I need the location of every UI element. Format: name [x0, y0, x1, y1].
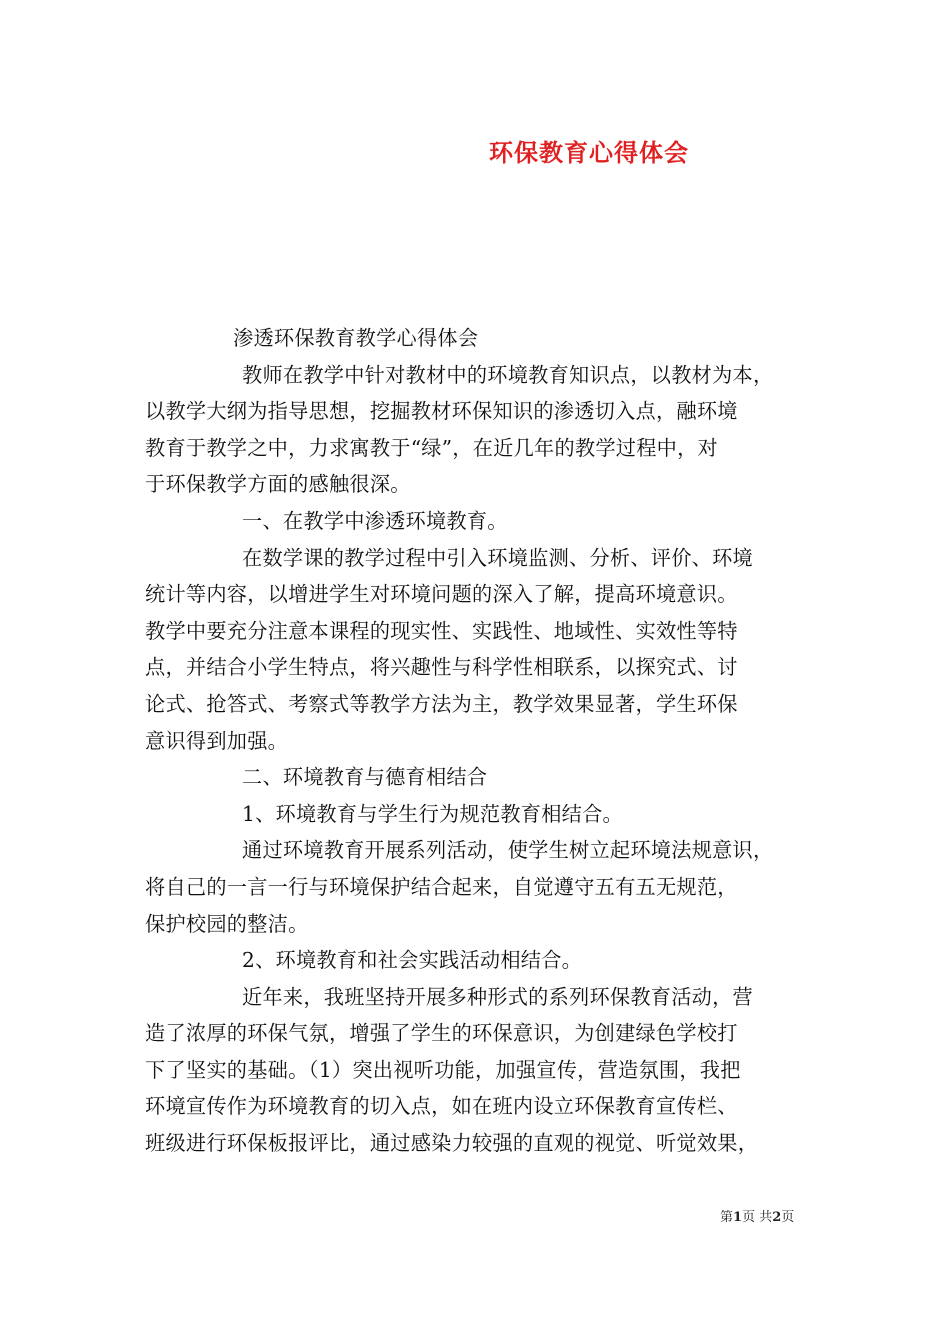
- paragraph-line: 在数学课的教学过程中引入环境监测、分析、评价、环境: [242, 545, 753, 570]
- paragraph-line: 统计等内容，以增进学生对环境问题的深入了解，提高环境意识。: [145, 582, 738, 607]
- paragraph-line: 造了浓厚的环保气氛，增强了学生的环保意识，为创建绿色学校打: [145, 1021, 738, 1046]
- paragraph-line: 论式、抢答式、考察式等教学方法为主，教学效果显著，学生环保: [145, 691, 738, 716]
- current-page-number: 1: [733, 1210, 743, 1225]
- paragraph-line: 环境宣传作为环境教育的切入点，如在班内设立环保教育宣传栏、: [145, 1094, 738, 1119]
- footer-suffix: 页: [781, 1210, 795, 1225]
- paragraph-line: 近年来，我班坚持开展多种形式的系列环保教育活动，营: [242, 984, 753, 1009]
- document-title: 环保教育心得体会: [489, 138, 689, 167]
- page-footer: [720, 1206, 794, 1225]
- section-heading-1: 一、在教学中渗透环境教育。: [242, 508, 508, 533]
- subsection-heading-1: 1、环境教育与学生行为规范教育相结合。: [242, 801, 623, 826]
- document-body: [145, 320, 815, 1162]
- paragraph-line: 下了坚实的基础。（1）突出视听功能，加强宣传，营造氛围，我把: [145, 1057, 741, 1082]
- paragraph-line: 于环保教学方面的感触很深。: [145, 472, 411, 497]
- subsection-heading-2: 2、环境教育和社会实践活动相结合。: [242, 948, 583, 973]
- footer-prefix: 第: [720, 1210, 734, 1225]
- paragraph-line: 将自己的一言一行与环境保护结合起来，自觉遵守五有五无规范，: [145, 874, 738, 899]
- paragraph-line: 教师在教学中针对教材中的环境教育知识点，以教材为本，: [242, 362, 774, 387]
- paragraph-line: 教育于教学之中，力求寓教于“绿”，在近几年的教学过程中，对: [145, 435, 718, 460]
- subtitle-line: 渗透环保教育教学心得体会: [233, 326, 479, 350]
- paragraph-line: 意识得到加强。: [145, 728, 289, 753]
- paragraph-line: 保护校园的整洁。: [145, 911, 309, 936]
- paragraph-line: 点，并结合小学生特点，将兴趣性与科学性相联系，以探究式、讨: [145, 655, 738, 680]
- paragraph-line: 教学中要充分注意本课程的现实性、实践性、地域性、实效性等特: [145, 618, 738, 643]
- paragraph-line: 班级进行环保板报评比，通过感染力较强的直观的视觉、听觉效果，: [145, 1131, 759, 1156]
- total-page-number: 2: [772, 1210, 782, 1225]
- section-heading-2: 二、环境教育与德育相结合: [242, 765, 488, 790]
- paragraph-line: 通过环境教育开展系列活动，使学生树立起环境法规意识，: [242, 838, 774, 863]
- footer-middle: 页 共: [742, 1210, 773, 1225]
- paragraph-line: 以教学大纲为指导思想，挖掘教材环保知识的渗透切入点，融环境: [145, 399, 738, 424]
